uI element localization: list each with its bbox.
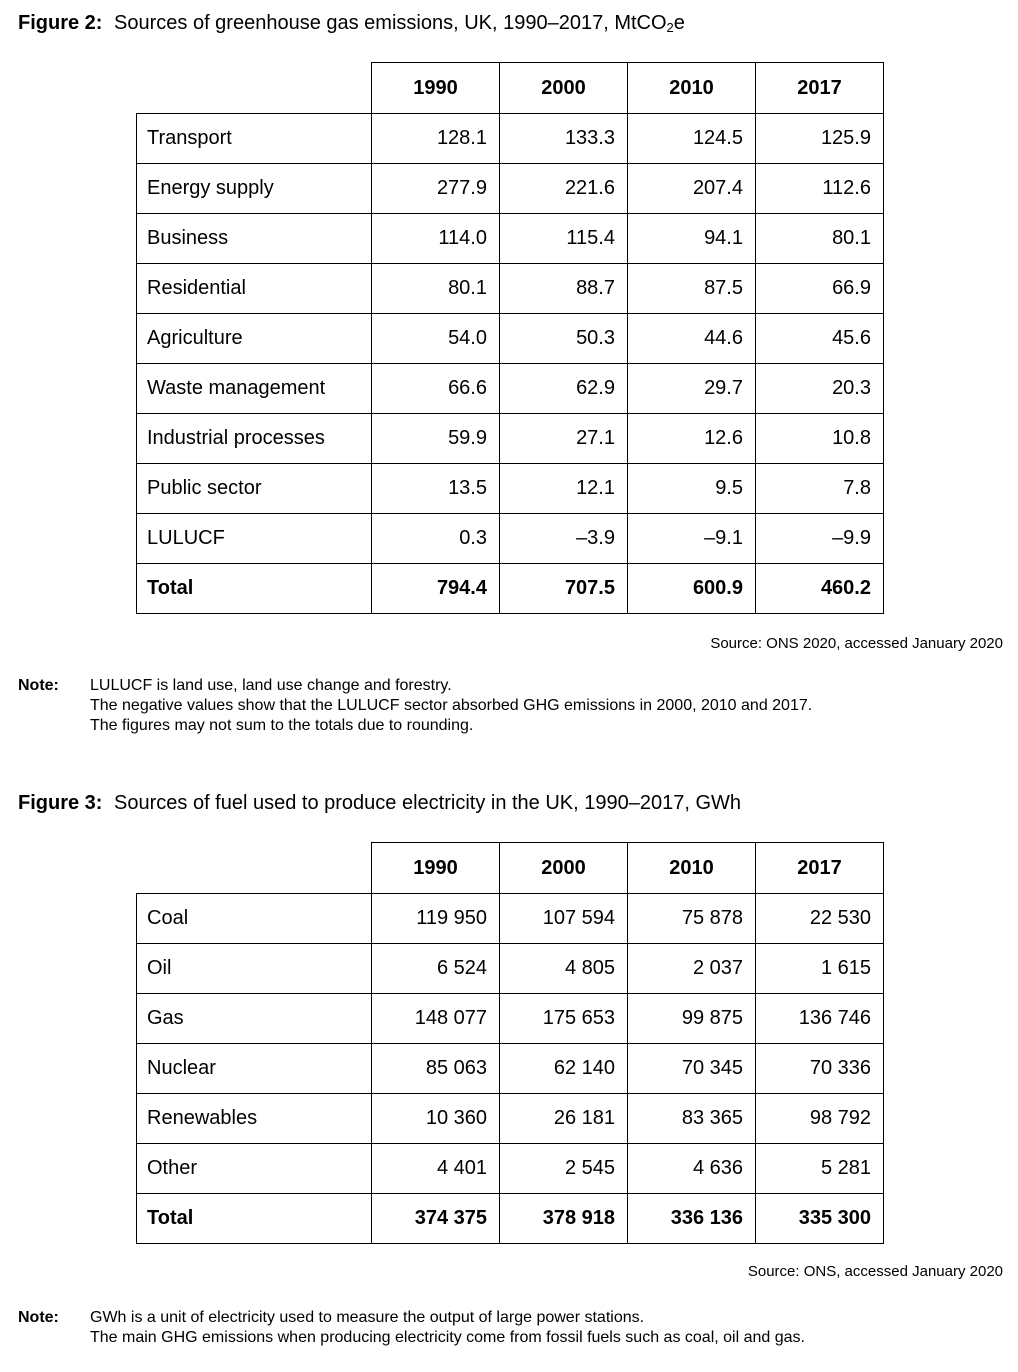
figure-2-note-line: The negative values show that the LULUCF sector absorbed GHG emissions in 2000, 2010 and 2017. xyxy=(90,697,813,714)
figure-3-cell: 70 336 xyxy=(756,1044,884,1094)
figure-3-cell: 75 878 xyxy=(628,894,756,944)
figure-2-cell: 62.9 xyxy=(500,364,628,414)
figure-2-row-label: Waste management xyxy=(137,364,372,414)
figure-3-cell: 83 365 xyxy=(628,1094,756,1144)
figure-3-cell: 2 545 xyxy=(500,1144,628,1194)
figure-2-cell: 221.6 xyxy=(500,164,628,214)
figure-3-cell: 336 136 xyxy=(628,1194,756,1244)
figure-3-cell: 1 615 xyxy=(756,944,884,994)
figure-3-label: Figure 3: xyxy=(18,792,103,814)
figure-2-note-label: Note: xyxy=(18,677,59,694)
figure-2-cell: 0.3 xyxy=(372,514,500,564)
figure-2-cell: 10.8 xyxy=(756,414,884,464)
figure-3-source: Source: ONS, accessed January 2020 xyxy=(747,1263,1003,1280)
figure-2-cell: 128.1 xyxy=(372,114,500,164)
figure-2-cell: 115.4 xyxy=(500,214,628,264)
figure-2-cell: 112.6 xyxy=(756,164,884,214)
figure-3-row-label: Nuclear xyxy=(137,1044,372,1094)
figure-2-row-label: Transport xyxy=(137,114,372,164)
figure-3-cell: 26 181 xyxy=(500,1094,628,1144)
figure-2-cell: 27.1 xyxy=(500,414,628,464)
figure-2-cell: 133.3 xyxy=(500,114,628,164)
figure-2-table-row xyxy=(137,514,884,564)
figure-2-label: Figure 2: xyxy=(18,12,103,34)
figure-2-cell: 66.9 xyxy=(756,264,884,314)
figure-2-cell: 87.5 xyxy=(628,264,756,314)
figure-2-table-row xyxy=(137,264,884,314)
figure-3-header-blank xyxy=(137,843,372,894)
figure-2-cell: 54.0 xyxy=(372,314,500,364)
figure-3-row-label: Coal xyxy=(137,894,372,944)
figure-3-title xyxy=(18,792,741,815)
figure-2-row-label: Energy supply xyxy=(137,164,372,214)
figure-2-row-label: Residential xyxy=(137,264,372,314)
figure-2-cell: 50.3 xyxy=(500,314,628,364)
figure-2-table-row xyxy=(137,314,884,364)
figure-2-title-subscript: 2 xyxy=(666,20,674,35)
figure-3-row-label: Gas xyxy=(137,994,372,1044)
figure-2-cell: 66.6 xyxy=(372,364,500,414)
figure-2-column-header: 1990 xyxy=(372,63,500,114)
figure-2-cell: 88.7 xyxy=(500,264,628,314)
figure-2-cell: 80.1 xyxy=(756,214,884,264)
figure-2-cell: 45.6 xyxy=(756,314,884,364)
figure-3-cell: 136 746 xyxy=(756,994,884,1044)
figure-2-cell: 80.1 xyxy=(372,264,500,314)
figure-3-column-header: 2017 xyxy=(756,843,884,894)
figure-2-row-label: Business xyxy=(137,214,372,264)
figure-3-cell: 148 077 xyxy=(372,994,500,1044)
figure-2-cell: –9.1 xyxy=(628,514,756,564)
figure-3-cell: 4 401 xyxy=(372,1144,500,1194)
figure-3-cell: 70 345 xyxy=(628,1044,756,1094)
figure-2-row-label: Agriculture xyxy=(137,314,372,364)
figure-3-header-row xyxy=(137,843,884,894)
figure-3-cell: 85 063 xyxy=(372,1044,500,1094)
figure-3-title-text: Sources of fuel used to produce electricity in the UK, 1990–2017, GWh xyxy=(114,792,742,814)
figure-3-cell: 6 524 xyxy=(372,944,500,994)
figure-2-cell: 9.5 xyxy=(628,464,756,514)
figure-3-cell: 119 950 xyxy=(372,894,500,944)
figure-2-cell: 59.9 xyxy=(372,414,500,464)
figure-2-cell: 12.1 xyxy=(500,464,628,514)
figure-3-cell: 378 918 xyxy=(500,1194,628,1244)
figure-2-cell: 600.9 xyxy=(628,564,756,614)
figure-3-table-row xyxy=(137,1144,884,1194)
figure-3-cell: 335 300 xyxy=(756,1194,884,1244)
figure-3-table-row xyxy=(137,1044,884,1094)
figure-2-table-row xyxy=(137,364,884,414)
figure-2-cell: –3.9 xyxy=(500,514,628,564)
figure-2-table-row xyxy=(137,114,884,164)
figure-2-row-label: Public sector xyxy=(137,464,372,514)
figure-2-table xyxy=(136,62,884,614)
figure-2-title-suffix: e xyxy=(673,12,685,34)
figure-2-cell: 20.3 xyxy=(756,364,884,414)
figure-2-row-label: Industrial processes xyxy=(137,414,372,464)
figure-3-table xyxy=(136,842,884,1244)
figure-2-table-row xyxy=(137,564,884,614)
figure-2-cell: 794.4 xyxy=(372,564,500,614)
figure-2-cell: 44.6 xyxy=(628,314,756,364)
figure-3-column-header: 2000 xyxy=(500,843,628,894)
figure-2-cell: 114.0 xyxy=(372,214,500,264)
figure-3-note-label: Note: xyxy=(18,1309,59,1326)
figure-2-cell: 207.4 xyxy=(628,164,756,214)
figure-3-cell: 4 636 xyxy=(628,1144,756,1194)
figure-3-column-header: 1990 xyxy=(372,843,500,894)
figure-3-table-row xyxy=(137,1194,884,1244)
figure-2-row-label: LULUCF xyxy=(137,514,372,564)
figure-3-row-label: Oil xyxy=(137,944,372,994)
figure-3-table-row xyxy=(137,944,884,994)
figure-3-cell: 175 653 xyxy=(500,994,628,1044)
figure-3-note-line: The main GHG emissions when producing electricity come from fossil fuels such as coal, oil and gas. xyxy=(90,1329,805,1346)
figure-2-cell: 94.1 xyxy=(628,214,756,264)
figure-3-cell: 10 360 xyxy=(372,1094,500,1144)
figure-3-cell: 98 792 xyxy=(756,1094,884,1144)
figure-2-cell: 13.5 xyxy=(372,464,500,514)
figure-2-column-header: 2010 xyxy=(628,63,756,114)
figure-3-cell: 5 281 xyxy=(756,1144,884,1194)
figure-2-cell: 125.9 xyxy=(756,114,884,164)
figure-2-table-row xyxy=(137,214,884,264)
figure-3-table-row xyxy=(137,894,884,944)
figure-3-table-row xyxy=(137,1094,884,1144)
figure-3-cell: 22 530 xyxy=(756,894,884,944)
figure-2-header-blank xyxy=(137,63,372,114)
figure-3-row-label: Renewables xyxy=(137,1094,372,1144)
figure-2-table-row xyxy=(137,464,884,514)
figure-3-table-row xyxy=(137,994,884,1044)
figure-3-cell: 99 875 xyxy=(628,994,756,1044)
figure-2-table-row xyxy=(137,414,884,464)
figure-2-title xyxy=(18,12,685,35)
figure-2-cell: 460.2 xyxy=(756,564,884,614)
figure-3-row-label: Total xyxy=(137,1194,372,1244)
figure-3-row-label: Other xyxy=(137,1144,372,1194)
figure-2-row-label: Total xyxy=(137,564,372,614)
figure-3-column-header: 2010 xyxy=(628,843,756,894)
figure-2-note-line: LULUCF is land use, land use change and forestry. xyxy=(90,677,452,694)
figure-3-cell: 62 140 xyxy=(500,1044,628,1094)
figure-2-cell: –9.9 xyxy=(756,514,884,564)
figure-2-cell: 7.8 xyxy=(756,464,884,514)
figure-2-cell: 277.9 xyxy=(372,164,500,214)
figure-3-note-line: GWh is a unit of electricity used to measure the output of large power stations. xyxy=(90,1309,645,1326)
figure-3-cell: 107 594 xyxy=(500,894,628,944)
figure-2-column-header: 2017 xyxy=(756,63,884,114)
figure-2-cell: 12.6 xyxy=(628,414,756,464)
figure-2-cell: 29.7 xyxy=(628,364,756,414)
figure-3-cell: 4 805 xyxy=(500,944,628,994)
figure-3-cell: 374 375 xyxy=(372,1194,500,1244)
figure-3-cell: 2 037 xyxy=(628,944,756,994)
figure-2-table-row xyxy=(137,164,884,214)
figure-2-column-header: 2000 xyxy=(500,63,628,114)
figure-2-header-row xyxy=(137,63,884,114)
figure-2-source: Source: ONS 2020, accessed January 2020 xyxy=(710,635,1003,652)
figure-2-title-text: Sources of greenhouse gas emissions, UK, 1990–2017, MtCO xyxy=(114,12,667,34)
figure-2-cell: 124.5 xyxy=(628,114,756,164)
figure-2-note-line: The figures may not sum to the totals due to rounding. xyxy=(90,717,474,734)
figure-2-cell: 707.5 xyxy=(500,564,628,614)
